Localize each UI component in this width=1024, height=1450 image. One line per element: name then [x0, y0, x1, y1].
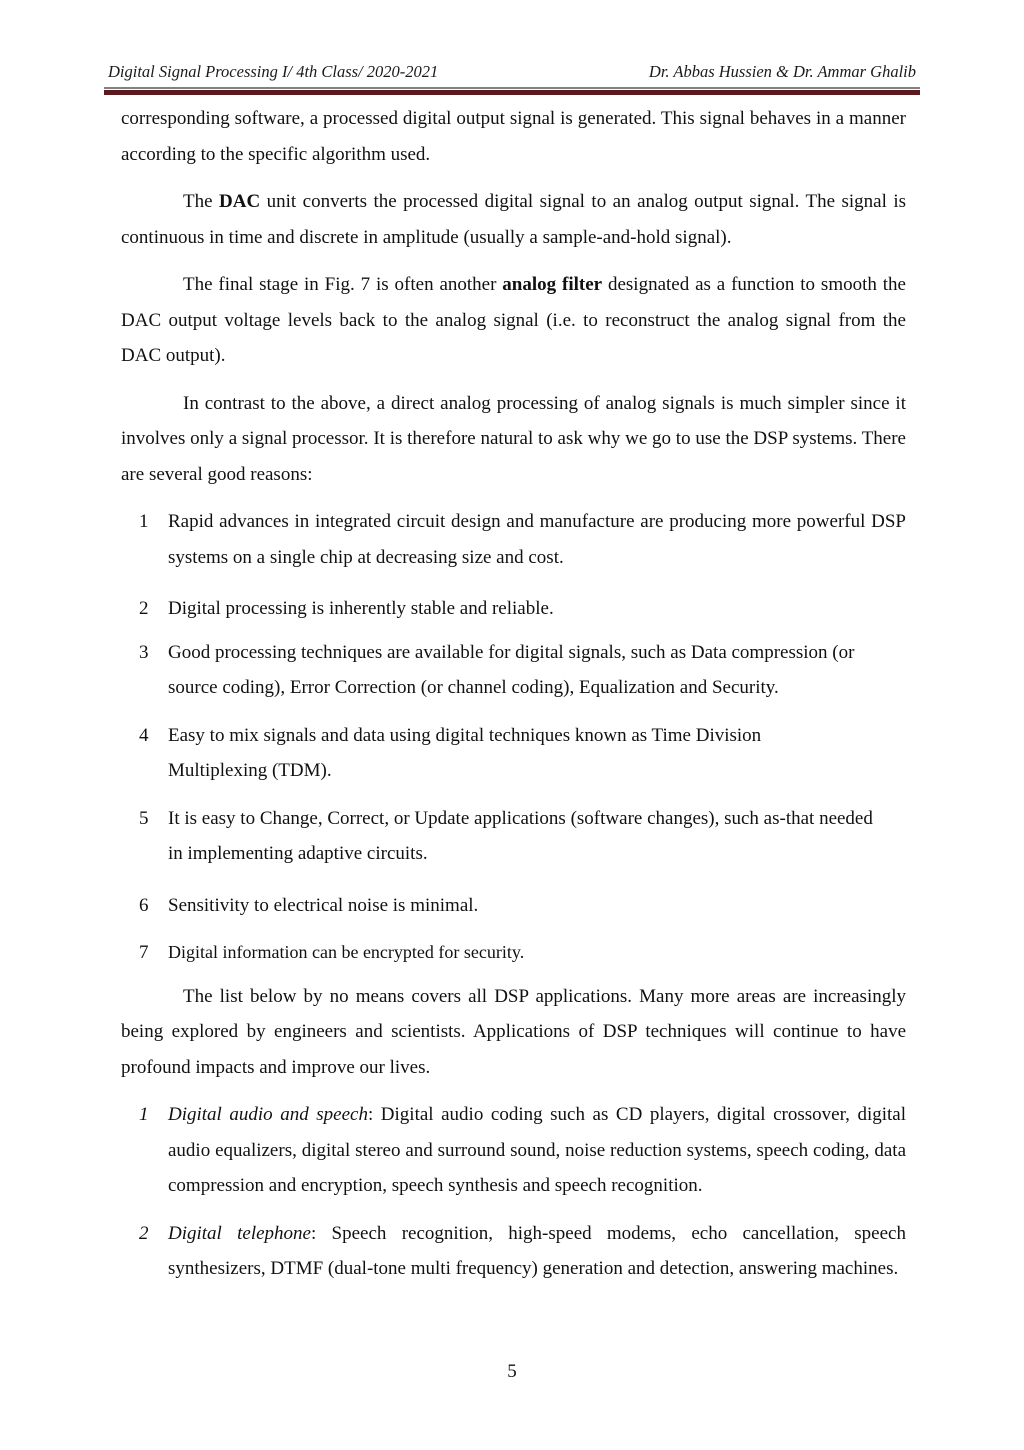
paragraph-continuation: corresponding software, a processed digital output signal is generated. This signal behaves in a manner according to the specific algorithm used. — [121, 108, 906, 165]
running-header — [108, 62, 916, 80]
paragraph-contrast: In contrast to the above, a direct analog processing of analog signals is much simpler since it involves only a signal processor. It is therefore natural to ask why we go to use the DSP systems. There are several good reasons: — [121, 392, 906, 485]
reason-item: 6 Sensitivity to electrical noise is minimal. — [139, 894, 479, 916]
application-title: Digital audio and speech — [168, 1104, 368, 1125]
header-rule-thin — [104, 87, 920, 89]
paragraph-dac: The DAC unit converts the processed digital signal to an analog output signal. The signal is continuous in time and discrete in amplitude (usually a sample-and-hold signal). — [121, 191, 906, 248]
page-number: 5 — [507, 1361, 517, 1382]
header-course-title: Digital Signal Processing I/ 4th Class/ 2020-2021 — [108, 62, 439, 81]
term-analog-filter: analog filter — [502, 274, 603, 295]
paragraph-applications-intro: The list below by no means covers all DSP applications. Many more areas are increasingly being explored by engineers and scientists. Applications of DSP techniques will continue to have profound impacts and improve our lives. — [121, 985, 906, 1078]
reason-item: 4 Easy to mix signals and data using digital techniques known as Time Division Multiplexing (TDM). — [139, 724, 762, 781]
page-body — [121, 101, 906, 1287]
reason-item: 3 Good processing techniques are available for digital signals, such as Data compression (or source coding), Error Correction (or channel coding), Equalization and Security. — [139, 641, 855, 698]
term-dac: DAC — [219, 191, 261, 212]
application-item: 2 Digital telephone: Speech recognition, high-speed modems, echo cancellation, speech synthesizers, DTMF (dual-tone multi frequency) generation and detection, answering machines. — [139, 1222, 906, 1279]
reason-item: 2 Digital processing is inherently stable and reliable. — [139, 598, 554, 619]
applications-list — [121, 1097, 906, 1287]
application-title: Digital telephone — [168, 1222, 311, 1244]
reasons-list — [121, 504, 906, 971]
paragraph-analog-filter: The final stage in Fig. 7 is often another analog filter designated as a function to smooth the DAC output voltage levels back to the analog signal (i.e. to reconstruct the analog signal from the DAC output). — [121, 274, 906, 366]
header-rule-thick — [104, 90, 920, 95]
reason-item: 7 Digital information can be encrypted for security. — [139, 942, 525, 963]
reason-item: 5 It is easy to Change, Correct, or Update applications (software changes), such as-that needed in implementing adaptive circuits. — [139, 807, 873, 864]
application-item: 1 Digital audio and speech: Digital audio coding such as CD players, digital crossover, digital audio equalizers, digital stereo and surround sound, noise reduction systems, speech coding, data compression and encryption, speech synthesis and speech recognition. — [139, 1104, 907, 1196]
reason-item: 1 Rapid advances in integrated circuit design and manufacture are producing more powerful DSP systems on a single chip at decreasing size and cost. — [139, 511, 906, 568]
header-authors: Dr. Abbas Hussien & Dr. Ammar Ghalib — [648, 62, 916, 81]
